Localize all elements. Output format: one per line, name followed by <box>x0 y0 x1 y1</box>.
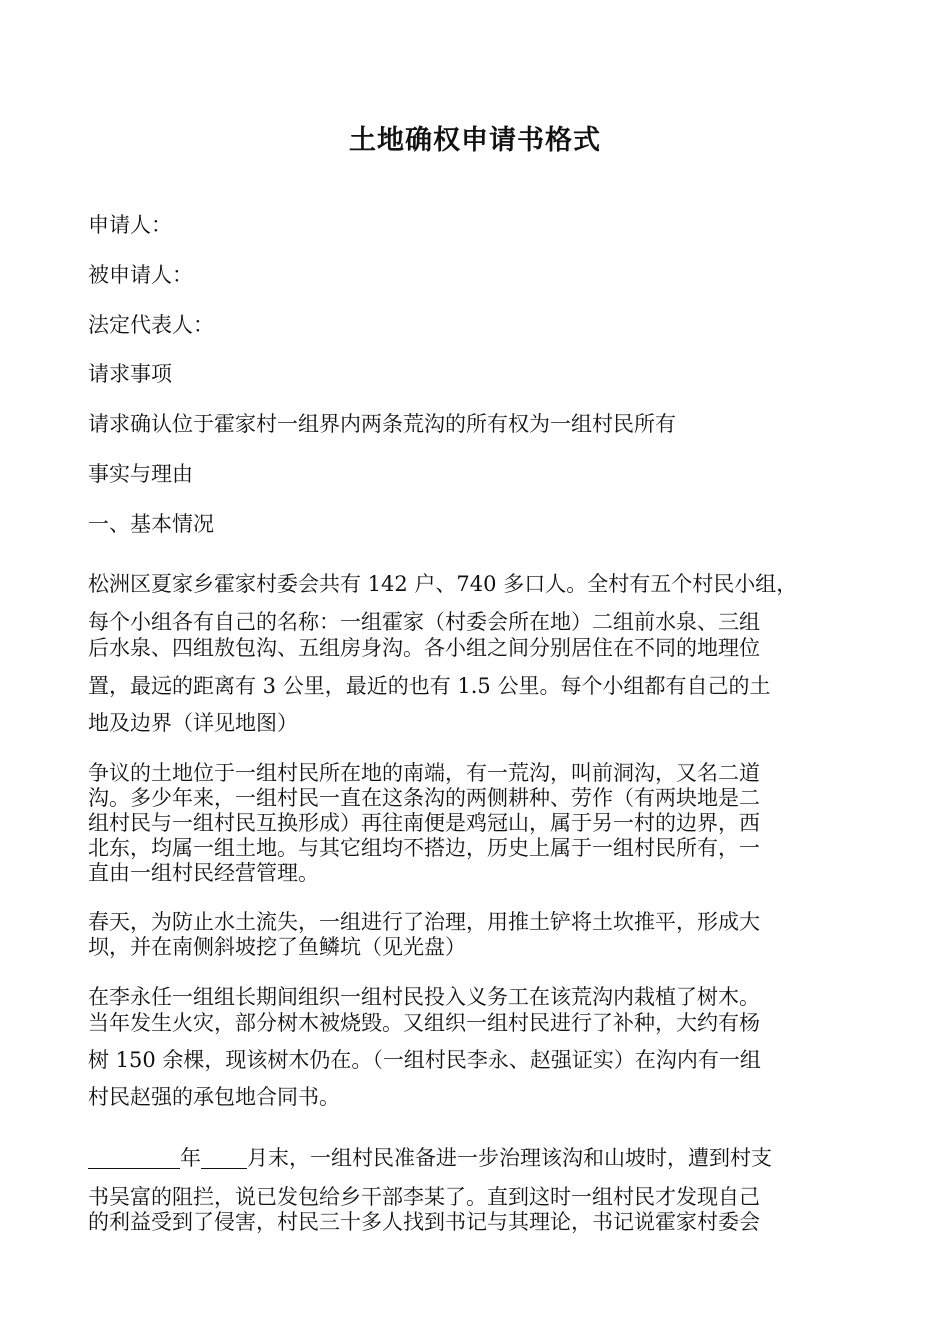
month-blank <box>201 1148 247 1169</box>
p5-line-1 <box>88 1145 772 1171</box>
claims-text: 请求确认位于霍家村一组界内两条荒沟的所有权为一组村民所有 <box>88 412 676 436</box>
p2-line: 直由一组村民经营管理。 <box>88 861 319 885</box>
p4-line: 当年发生火灾，部分树木被烧毁。又组织一组村民进行了补种，大约有杨 <box>88 1011 760 1035</box>
document-title: 土地确权申请书格式 <box>349 125 601 156</box>
p1-line: 置，最远的距离有 3 公里，最近的也有 1.5 公里。每个小组都有自己的土 <box>88 674 771 698</box>
facts-heading: 事实与理由 <box>88 462 193 486</box>
year-label: 年 <box>180 1146 201 1170</box>
p5-line: 书吴富的阻拦，说已发包给乡干部李某了。直到这时一组村民才发现自己 <box>88 1185 760 1209</box>
claims-heading: 请求事项 <box>88 362 172 386</box>
p2-line: 沟。多少年来，一组村民一直在这条沟的两侧耕种、劳作（有两块地是二 <box>88 786 760 810</box>
applicant-field: 申请人： <box>88 213 172 237</box>
p1-line: 地及边界（详见地图） <box>88 711 298 735</box>
p5-line: 的利益受到了侵害，村民三十多人找到书记与其理论，书记说霍家村委会 <box>88 1210 760 1234</box>
p1-line: 松洲区夏家乡霍家村委会共有 142 户、740 多口人。全村有五个村民小组， <box>88 572 798 596</box>
respondent-field: 被申请人： <box>88 263 193 287</box>
p2-line: 争议的土地位于一组村民所在地的南端，有一荒沟，叫前洞沟，又名二道 <box>88 761 760 785</box>
p4-line: 树 150 余棵，现该树木仍在。（一组村民李永、赵强证实）在沟内有一组 <box>88 1048 761 1072</box>
p5-line-1-text: 月末，一组村民准备进一步治理该沟和山坡时，遭到村支 <box>247 1146 772 1170</box>
section1-heading: 一、基本情况 <box>88 512 214 536</box>
p1-line: 每个小组各有自己的名称：一组霍家（村委会所在地）二组前水泉、三组 <box>88 610 760 634</box>
p2-line: 北东，均属一组土地。与其它组均不搭边，历史上属于一组村民所有，一 <box>88 836 760 860</box>
p3-line: 坝，并在南侧斜坡挖了鱼鳞坑（见光盘） <box>88 935 466 959</box>
p4-line: 村民赵强的承包地合同书。 <box>88 1085 340 1109</box>
p3-line: 春天，为防止水土流失，一组进行了治理，用推土铲将土坎推平，形成大 <box>88 910 760 934</box>
year-blank <box>88 1148 180 1169</box>
legal-rep-field: 法定代表人： <box>88 313 214 337</box>
p1-line: 后水泉、四组敖包沟、五组房身沟。各小组之间分别居住在不同的地理位 <box>88 636 760 660</box>
p4-line: 在李永任一组组长期间组织一组村民投入义务工在该荒沟内栽植了树木。 <box>88 985 760 1009</box>
p2-line: 组村民与一组村民互换形成）再往南便是鸡冠山，属于另一村的边界，西 <box>88 811 760 835</box>
